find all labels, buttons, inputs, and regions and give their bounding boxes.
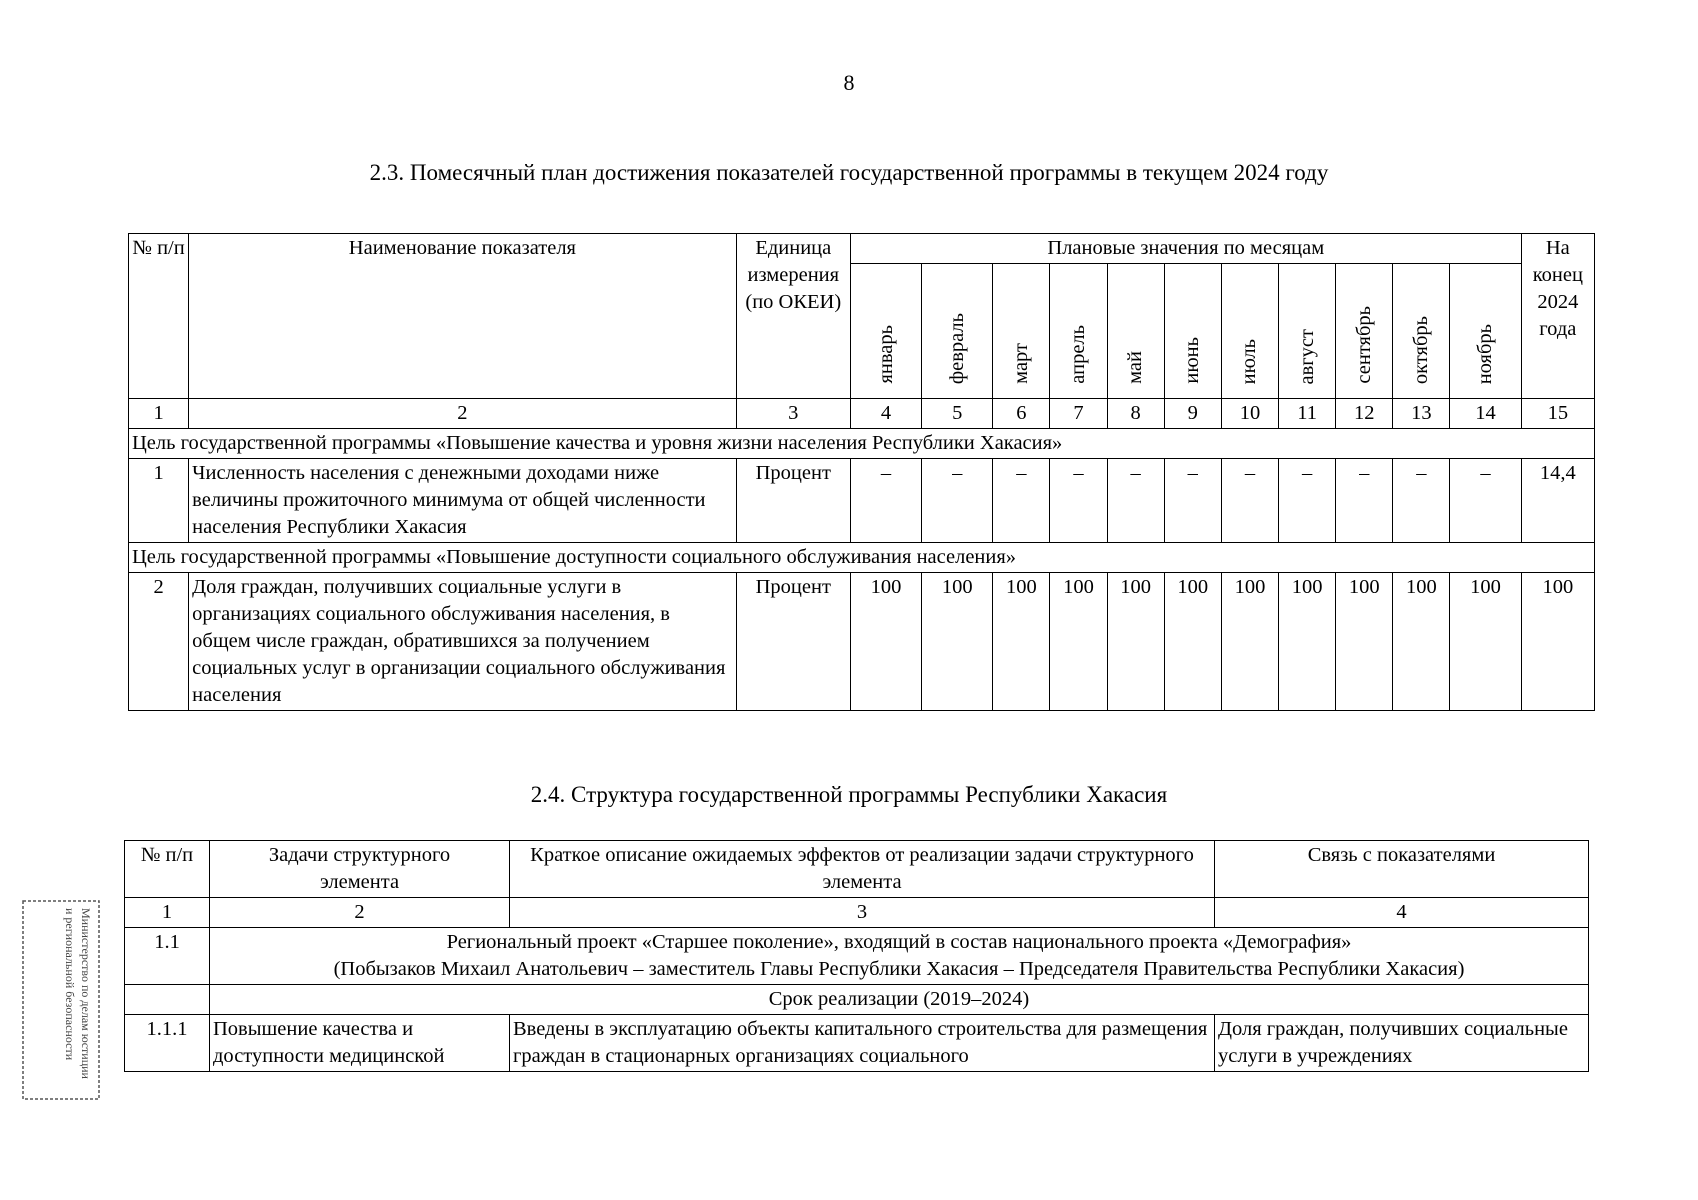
month-header: февраль: [922, 264, 993, 399]
goal-row: Цель государственной программы «Повышение доступности социального обслуживания населения»: [129, 543, 1595, 573]
registration-stamp: [22, 900, 100, 1100]
month-value: –: [1279, 459, 1336, 543]
month-header: октябрь: [1393, 264, 1450, 399]
col-number: 3: [510, 898, 1215, 928]
month-value: –: [922, 459, 993, 543]
column-numbers-row: [129, 399, 1595, 429]
column-numbers-row: [125, 898, 1589, 928]
indicator-name: Доля граждан, получивших социальные услуги в организациях социального обслуживания населения, в общем числе граждан, обратившихся за получением социальных услуг в организации социального обслуживания населения: [189, 573, 736, 711]
month-value: –: [1393, 459, 1450, 543]
month-header: апрель: [1050, 264, 1107, 399]
col-number: 6: [993, 399, 1050, 429]
col-number: 4: [850, 399, 921, 429]
end-value: 14,4: [1521, 459, 1594, 543]
col-number: 13: [1393, 399, 1450, 429]
month-value: –: [850, 459, 921, 543]
month-value: 100: [1221, 573, 1278, 711]
col-number: 12: [1336, 399, 1393, 429]
month-value: –: [1336, 459, 1393, 543]
indicator-name: Численность населения с денежными доходами ниже величины прожиточного минимума от общей численности населения Республики Хакасия: [189, 459, 736, 543]
col-number: 1: [129, 399, 189, 429]
month-header: ноябрь: [1450, 264, 1521, 399]
project-curator: (Побызаков Михаил Анатольевич – заместитель Главы Республики Хакасия – Председателя Правительства Республики Хакасия): [333, 958, 1465, 980]
row-number: 2: [129, 573, 189, 711]
header-link: Связь с показателями: [1215, 841, 1589, 898]
col-number: 14: [1450, 399, 1521, 429]
col-number: 2: [189, 399, 736, 429]
row-number: 1.1: [125, 928, 210, 985]
month-value: 100: [1107, 573, 1164, 711]
header-num: № п/п: [125, 841, 210, 898]
col-number: 9: [1164, 399, 1221, 429]
month-value: –: [1107, 459, 1164, 543]
month-value: 100: [850, 573, 921, 711]
month-value: –: [1050, 459, 1107, 543]
task-cell: Повышение качества и доступности медицинской: [210, 1015, 510, 1072]
month-value: –: [1450, 459, 1521, 543]
table-row: [129, 459, 1595, 543]
goal-row: Цель государственной программы «Повышение качества и уровня жизни населения Республики Хакасия»: [129, 429, 1595, 459]
row-number: 1: [129, 459, 189, 543]
end-value: 100: [1521, 573, 1594, 711]
month-value: 100: [993, 573, 1050, 711]
effects-cell: Введены в эксплуатацию объекты капитального строительства для размещения граждан в стационарных организациях социального: [510, 1015, 1215, 1072]
section-2-3-title: 2.3. Помесячный план достижения показателей государственной программы в текущем 2024 году: [369, 160, 1329, 185]
col-number: 4: [1215, 898, 1589, 928]
header-tasks: Задачи структурного элемента: [210, 841, 510, 898]
month-header: май: [1107, 264, 1164, 399]
month-value: –: [993, 459, 1050, 543]
col-number: 11: [1279, 399, 1336, 429]
month-value: 100: [1279, 573, 1336, 711]
month-value: 100: [922, 573, 993, 711]
col-number: 1: [125, 898, 210, 928]
month-value: –: [1221, 459, 1278, 543]
month-header: январь: [850, 264, 921, 399]
stamp-text-line: и региональной безопасности: [63, 908, 77, 1061]
structure-table: [124, 840, 1589, 1072]
table-row: [125, 928, 1589, 985]
header-end: На конец 2024 года: [1521, 234, 1594, 399]
header-monthly: Плановые значения по месяцам: [850, 234, 1521, 264]
month-value: 100: [1164, 573, 1221, 711]
implementation-term: Срок реализации (2019–2024): [210, 985, 1589, 1015]
unit: Процент: [736, 573, 850, 711]
col-number: 5: [922, 399, 993, 429]
header-unit: Единица измерения (по ОКЕИ): [736, 234, 850, 399]
unit: Процент: [736, 459, 850, 543]
month-header: сентябрь: [1336, 264, 1393, 399]
table-row: [129, 573, 1595, 711]
month-value: –: [1164, 459, 1221, 543]
indicators-link-cell: Доля граждан, получивших социальные услуги в учреждениях: [1215, 1015, 1589, 1072]
col-number: 7: [1050, 399, 1107, 429]
header-description: Краткое описание ожидаемых эффектов от реализации задачи структурного элемента: [510, 841, 1215, 898]
month-value: 100: [1393, 573, 1450, 711]
month-value: 100: [1050, 573, 1107, 711]
month-header: июль: [1221, 264, 1278, 399]
row-number: 1.1.1: [125, 1015, 210, 1072]
month-header: июнь: [1164, 264, 1221, 399]
col-number: 10: [1221, 399, 1278, 429]
month-value: 100: [1336, 573, 1393, 711]
month-value: 100: [1450, 573, 1521, 711]
col-number: 15: [1521, 399, 1594, 429]
project-title: Региональный проект «Старшее поколение», входящий в состав национального проекта «Демография»: [446, 931, 1352, 953]
stamp-text-line: Министерство по делам юстиции: [79, 908, 93, 1079]
section-2-4-title: 2.4. Структура государственной программы Республики Хакасия: [530, 782, 1168, 807]
monthly-plan-table: [128, 233, 1595, 711]
table-row: [125, 1015, 1589, 1072]
page-number: 8: [843, 70, 855, 95]
col-number: 8: [1107, 399, 1164, 429]
month-header: август: [1279, 264, 1336, 399]
col-number: 3: [736, 399, 850, 429]
project-description: [210, 928, 1589, 985]
month-header: март: [993, 264, 1050, 399]
col-number: 2: [210, 898, 510, 928]
header-num: № п/п: [129, 234, 189, 399]
header-name: Наименование показателя: [189, 234, 736, 399]
